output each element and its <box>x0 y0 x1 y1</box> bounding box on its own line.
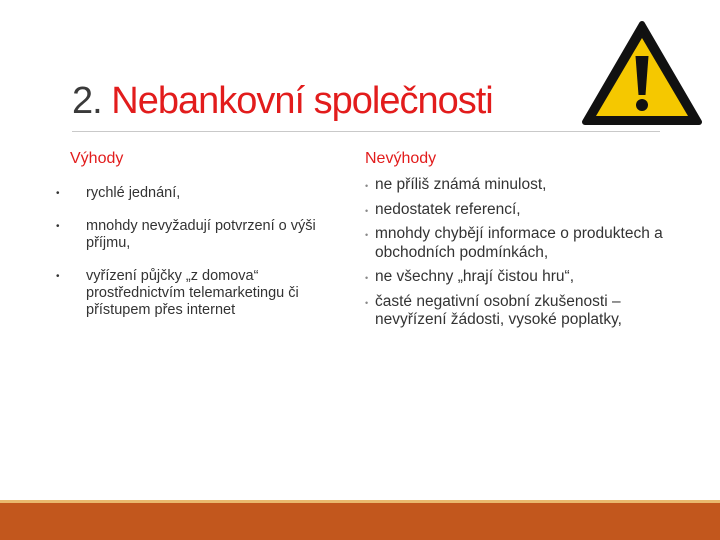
list-item: • mnohdy chybějí informace o produktech a obchodních podmínkách, <box>365 225 663 261</box>
bullet-icon: • <box>56 221 60 232</box>
advantages-list <box>56 185 346 319</box>
advantages-heading: Výhody <box>70 150 124 167</box>
list-item: • ne všechny „hrají čistou hru“, <box>365 268 685 287</box>
list-item: • časté negativní osobní zkušenosti – nevyřízení žádosti, vysoké poplatky, <box>365 292 622 328</box>
bullet-icon: • <box>56 188 60 199</box>
slide-title <box>72 78 493 124</box>
list-item: • mnohdy nevyžadují potvrzení o výši příjmu, <box>56 218 316 251</box>
title-number: 2. <box>72 80 102 122</box>
bullet-icon: • <box>365 230 369 240</box>
list-item: • ne příliš známá minulost, <box>365 176 685 195</box>
title-divider <box>72 131 660 132</box>
list-item: • vyřízení půjčky „z domova“ prostřednictvím telemarketingu či přístupem přes internet <box>56 268 299 318</box>
disadvantages-heading: Nevýhody <box>365 150 437 167</box>
bullet-icon: • <box>56 271 60 282</box>
title-text: Nebankovní společnosti <box>111 80 493 122</box>
disadvantages-list <box>365 176 685 330</box>
list-item: • nedostatek referencí, <box>365 201 685 220</box>
footer-band-fill <box>0 503 720 540</box>
advantages-column <box>56 148 346 335</box>
bullet-icon: • <box>365 205 369 216</box>
warning-triangle-icon <box>580 18 704 128</box>
footer-band <box>0 500 720 540</box>
list-item: • rychlé jednání, <box>56 185 181 201</box>
disadvantages-column <box>365 148 685 336</box>
bullet-icon: • <box>365 273 369 283</box>
bullet-icon: • <box>365 297 369 308</box>
bullet-icon: • <box>365 181 369 191</box>
